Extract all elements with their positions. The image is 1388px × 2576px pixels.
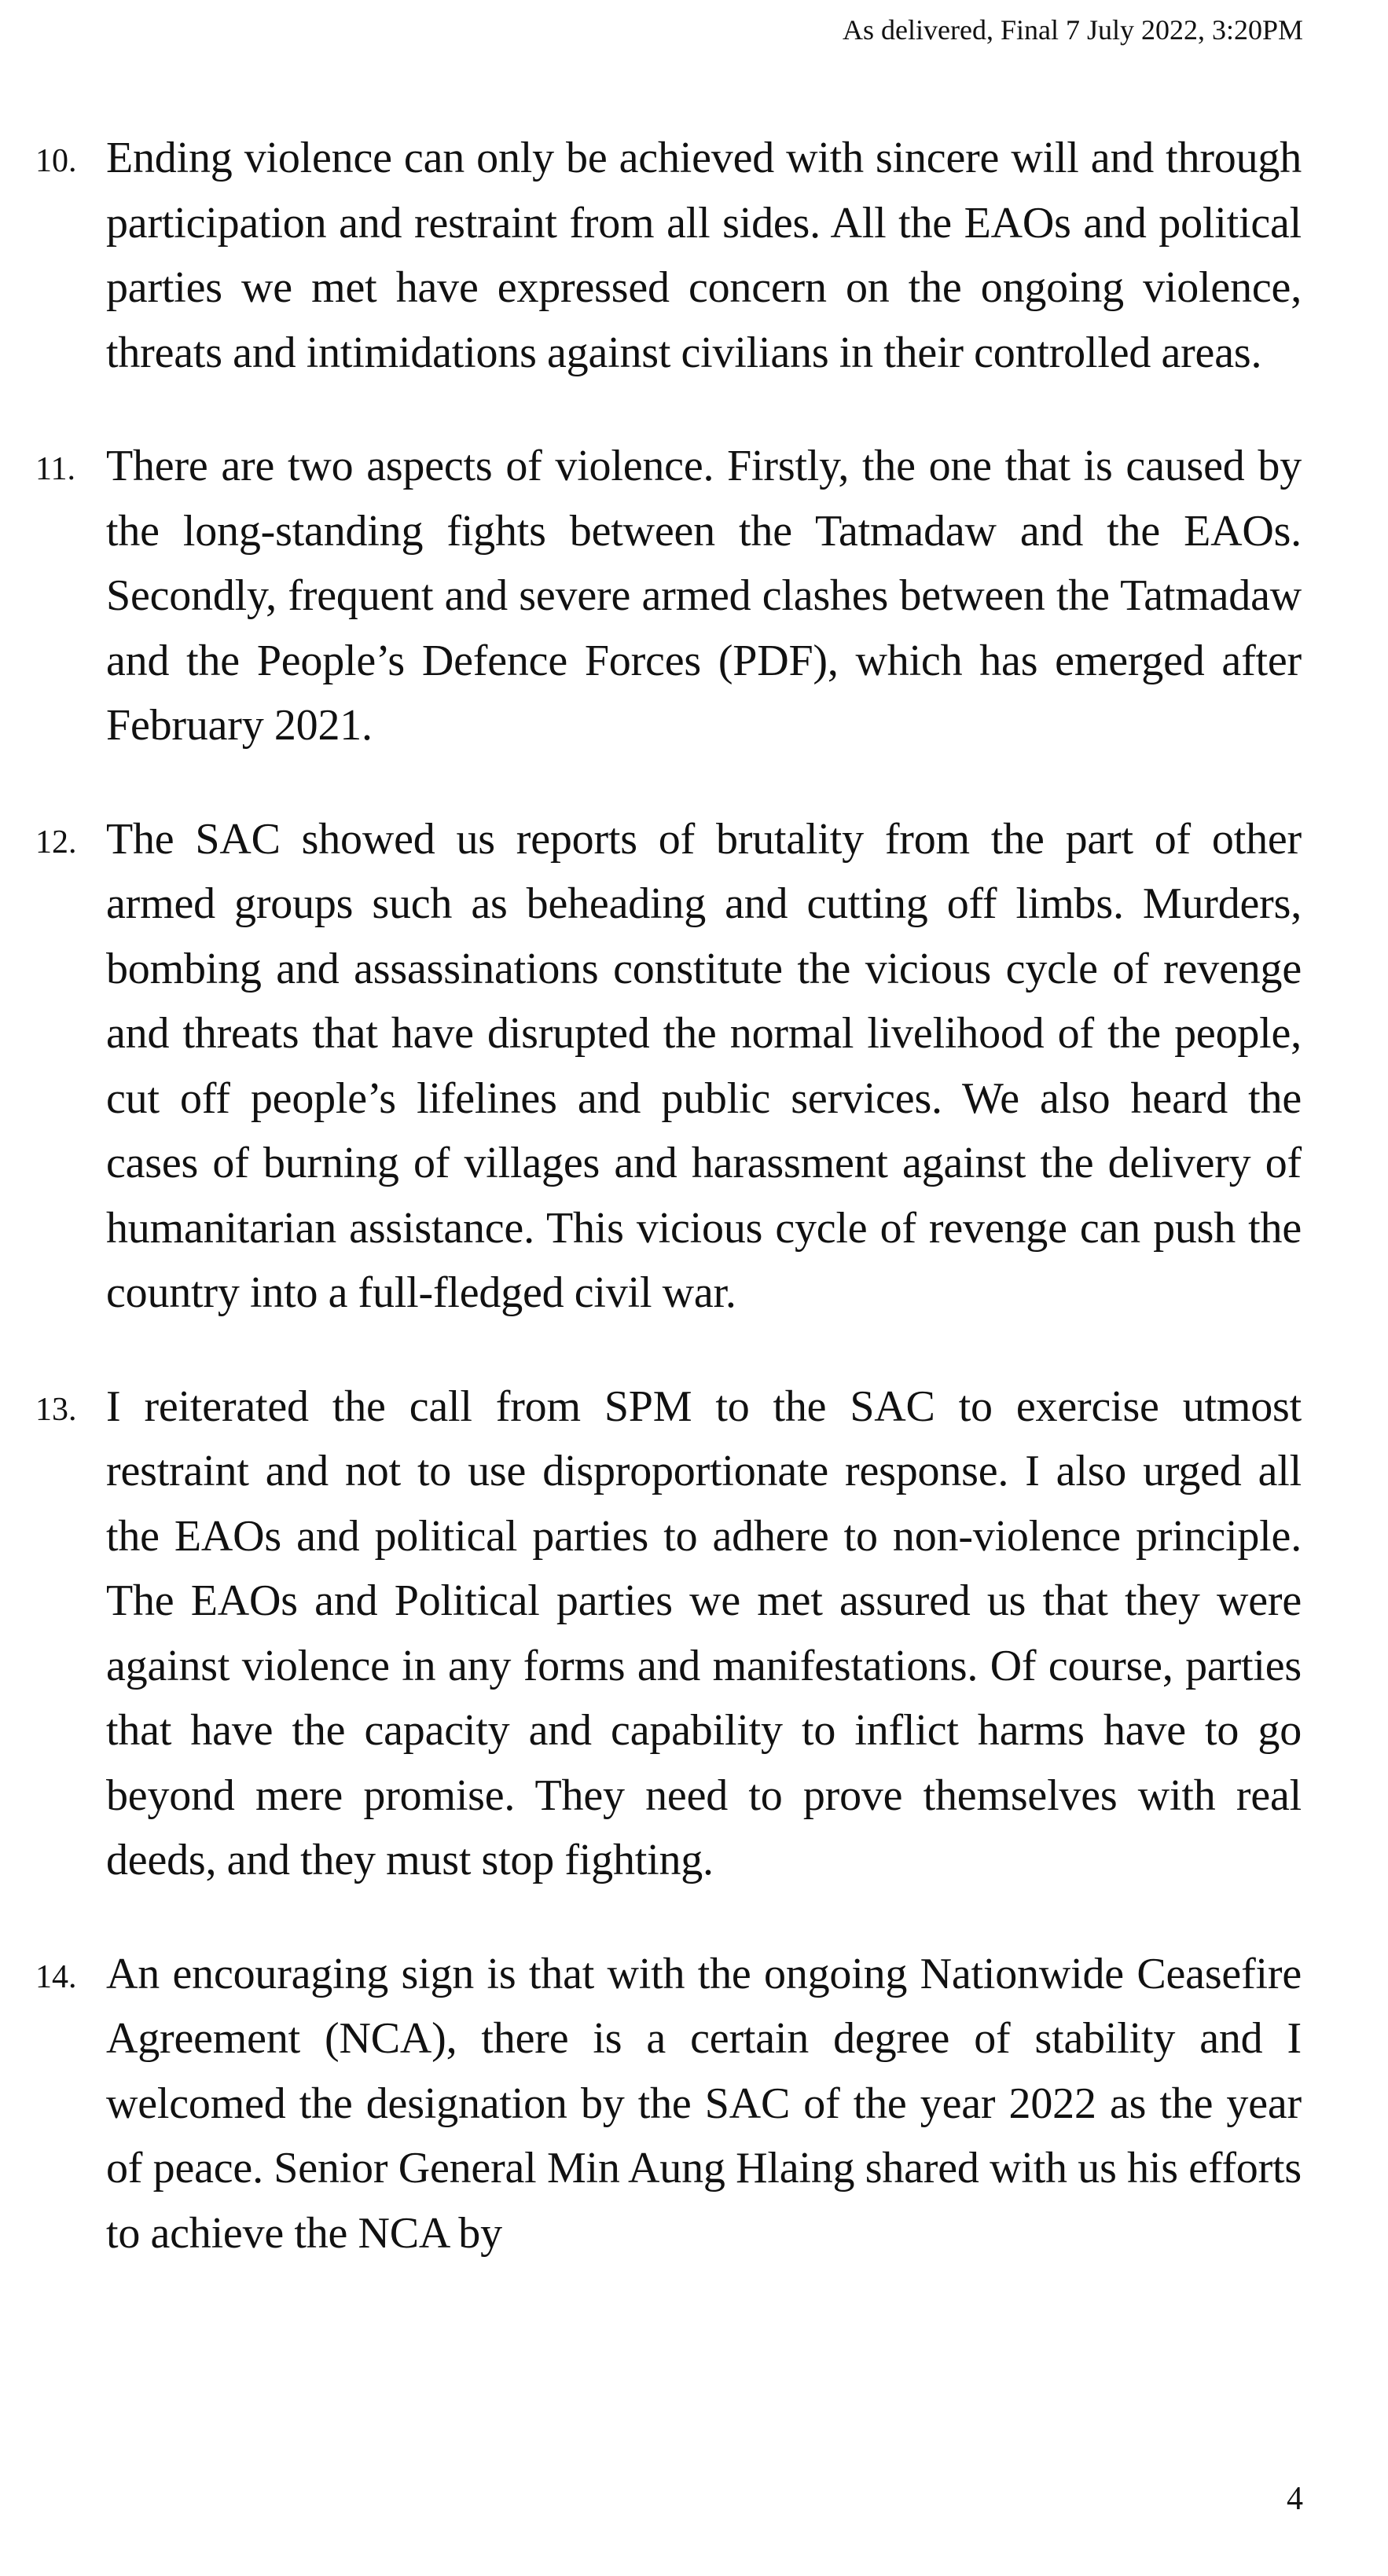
paragraph-number: 14. xyxy=(35,1958,77,1995)
paragraph-number: 12. xyxy=(35,824,77,861)
document-body xyxy=(0,126,1388,2314)
page-number: 4 xyxy=(1287,2481,1303,2517)
paragraph-13 xyxy=(0,1374,1388,1893)
paragraph-12 xyxy=(0,807,1388,1326)
document-status-header: As delivered, Final 7 July 2022, 3:20PM xyxy=(843,14,1303,46)
paragraph-text: Ending violence can only be achieved with sincere will and through participation and restraint from all sides. All the EAOs and political parties we met have expressed concern on the ongoing violence, threats and intimidations against civilians in their controlled areas. xyxy=(106,134,1302,377)
paragraph-text: The SAC showed us reports of brutality from the part of other armed groups such as beheading and cutting off limbs. Murders, bombing and assassinations constitute the vicious cycle of revenge and threats that have disrupted the normal livelihood of the people, cut off people’s lifelines and public services. We also heard the cases of burning of villages and harassment against the delivery of humanitarian assistance. This vicious cycle of revenge can push the country into a full-fledged civil war. xyxy=(106,814,1302,1317)
paragraph-text: An encouraging sign is that with the ongoing Nationwide Ceasefire Agreement (NCA), there is a certain degree of stability and I welcomed the designation by the SAC of the year 2022 as the year of peace. Senior General Min Aung Hlaing shared with us his efforts to achieve the NCA by xyxy=(106,1949,1302,2258)
paragraph-11 xyxy=(0,434,1388,758)
paragraph-14 xyxy=(0,1942,1388,2266)
paragraph-10 xyxy=(0,126,1388,385)
paragraph-text: There are two aspects of violence. Firstly, the one that is caused by the long-standing fights between the Tatmadaw and the EAOs. Secondly, frequent and severe armed clashes between the Tatmadaw and the People’s Defence Forces (PDF), which has emerged after February 2021. xyxy=(106,442,1302,750)
paragraph-number: 11. xyxy=(35,451,75,487)
paragraph-number: 10. xyxy=(35,143,77,179)
paragraph-text: I reiterated the call from SPM to the SAC to exercise utmost restraint and not to use disproportionate response. I also urged all the EAOs and political parties to adhere to non-violence principle. The EAOs and Political parties we met assured us that they were against violence in any forms and manifestations. Of course, parties that have the capacity and capability to inflict harms have to go beyond mere promise. They need to prove themselves with real deeds, and they must stop fighting. xyxy=(106,1382,1302,1884)
paragraph-number: 13. xyxy=(35,1391,77,1428)
